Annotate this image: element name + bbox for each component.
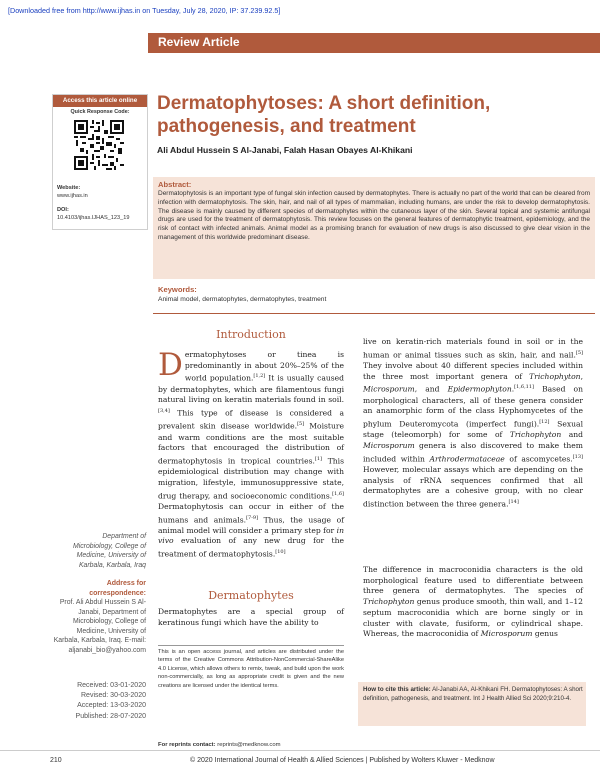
article-authors: Ali Abdul Hussein S Al-Janabi, Falah Hasan Obayes Al-Khikani	[157, 145, 413, 155]
license-divider	[158, 645, 344, 646]
correspondence-address: Prof. Ali Abdul Hussein S Al-Janabi, Department of Microbiology, College of Medicine, University of Karbala, Karbala, Iraq. E-mail: aljanabi_bio@yahoo.com	[53, 599, 146, 654]
article-dates	[52, 681, 146, 722]
doi-value[interactable]: 10.4103/ijhas.IJHAS_123_19	[57, 215, 130, 221]
reprints-email[interactable]: reprints@medknow.com	[217, 742, 281, 748]
introduction-paragraph: Dermatophytoses or tinea is predominantly in about 20%–25% of the world population.[1,2] It is usually caused by dermatophytes, which are filamentous fungi natural living on keratin materials found in soil.[3,4] This type of disease is considered a prevalent skin disease worldwide.[5] Moisture and warm conditions are the most suitable factors that encouraged the distribution of dermatophytosis in tropical countries.[1] This epidemiological distribution may change with migration, lifestyle, immunosuppressive state, drug therapy, and socioeconomic conditions.[1,6] Dermatophytosis can occur in either of the humans and animals.[7-9] Thus, the usage of animal model will consider a primary step for in vivo evaluation of any new drug for the treatment of dermatophytosis.[10]	[158, 347, 345, 559]
qr-label: Quick Response Code:	[70, 109, 130, 115]
footer-copyright: © 2020 International Journal of Health & Allied Sciences | Published by Wolters Kluwer - Medknow	[190, 757, 495, 764]
download-note[interactable]: [Downloaded free from http://www.ijhas.in on Tuesday, July 28, 2020, IP: 37.239.92.5]	[8, 6, 281, 15]
drop-cap: D	[158, 347, 183, 383]
access-online-box	[52, 94, 148, 230]
website-link[interactable]: www.ijhas.in	[57, 193, 88, 199]
column-two-paragraph-1: live on keratin-rich materials found in soil or in the human or animal tissues such as skin, hair, and nail.[5] They involve about 40 different species included within the three most important genera of Trichophyton, Microsporum, and Epidermophyton.[1,6,11] Based on morphological characters, all of these genera consider an anamorphic form of the class Hyphomycetes of the phylum Deuteromycota (imperfect fungi).[12] Sexual stage (teleomorph) for some of Trichophyton and Microsporum genera is also discovered to make them included within Arthrodermataceae of ascomycetes.[13] However, molecular assays which are depending on the analysis of rRNA sequences confirmed that all dermatophytes are a cohesive group, with no clear distinction between the three genera.[14]	[363, 337, 584, 509]
access-title: Access this article online	[53, 95, 147, 107]
doi-label: DOI:	[57, 207, 69, 213]
dermatophytes-paragraph: Dermatophytes are a special group of keratinous fungi which have the ability to	[158, 607, 344, 627]
page-number: 210	[50, 757, 62, 764]
accepted-date: Accepted: 13-03-2020	[77, 702, 146, 710]
published-date: Published: 28-07-2020	[75, 712, 146, 720]
article-title: Dermatophytoses: A short definition, pathogenesis, and treatment	[157, 93, 491, 137]
keywords-text: Animal model, dermatophytes, dermatophytes, treatment	[158, 296, 327, 303]
column-two-paragraph-2: The difference in macroconidia characters is the old morphological feature used to differentiate between three genera of dermatophytes. The species of Trichophyton genus produce smooth, thin wall, and 1–12 septum macroconidia which are borne singly or in cluster with clavate, fusiform, or cylindrical shape. Whereas, the macroconidia of Microsporum genus	[363, 565, 583, 639]
introduction-heading: Introduction	[216, 328, 286, 341]
abstract-text: Dermatophytosis is an important type of fungal skin infection caused by dermatophytes. There is actually no part of the world that can be cleared from infection with dermatophytosis. The skin, hair, and nail of all types of mammalian, including humans, are under the risk to develop dermatophytosis. The disease is mainly caused by different species of dermatophytes within the cutaneous layer of the skin. Several topical and systemic antifungal drugs are used for the treatment of dermatophytosis. This review focuses on the general features of dermatophytic treatment, epidemiology, and the risk of contact with infected animals. Animal model as a promising branch for evaluation of new drugs is also discussed to give clear vision in the management of this worldwide predominant disease.	[158, 190, 590, 241]
reprints-contact: For reprints contact: reprints@medknow.com	[158, 742, 281, 748]
dermatophytes-heading: Dermatophytes	[208, 589, 294, 602]
correspondence-heading: Address for correspondence:	[89, 580, 146, 597]
keywords-heading: Keywords:	[158, 285, 197, 294]
license-text: This is an open access journal, and articles are distributed under the terms of the Creative Commons Attribution-NonCommercial-ShareAlike 4.0 License, which allows others to remix, tweak, and build upon the work non-commercially, as long as appropriate credit is given and the new creations are licensed under the identical terms.	[158, 649, 344, 689]
received-date: Received: 03-01-2020	[77, 682, 146, 689]
website-label: Website:	[57, 185, 81, 191]
qr-code-icon[interactable]	[74, 120, 124, 170]
footer-divider	[0, 750, 600, 751]
article-type-label: Review Article	[158, 35, 240, 49]
citation-text: How to cite this article: Al-Janabi AA, Al-Khikani FH. Dermatophytoses: A short definition, pathogenesis, and treatment. Int J Health Allied Sci 2020;9:210-4.	[363, 686, 583, 702]
section-divider	[153, 313, 595, 314]
author-affiliation: Department of Microbiology, College of Medicine, University of Karbala, Karbala, Iraq	[72, 533, 146, 569]
abstract-heading: Abstract:	[158, 180, 192, 189]
revised-date: Revised: 30-03-2020	[81, 692, 146, 700]
